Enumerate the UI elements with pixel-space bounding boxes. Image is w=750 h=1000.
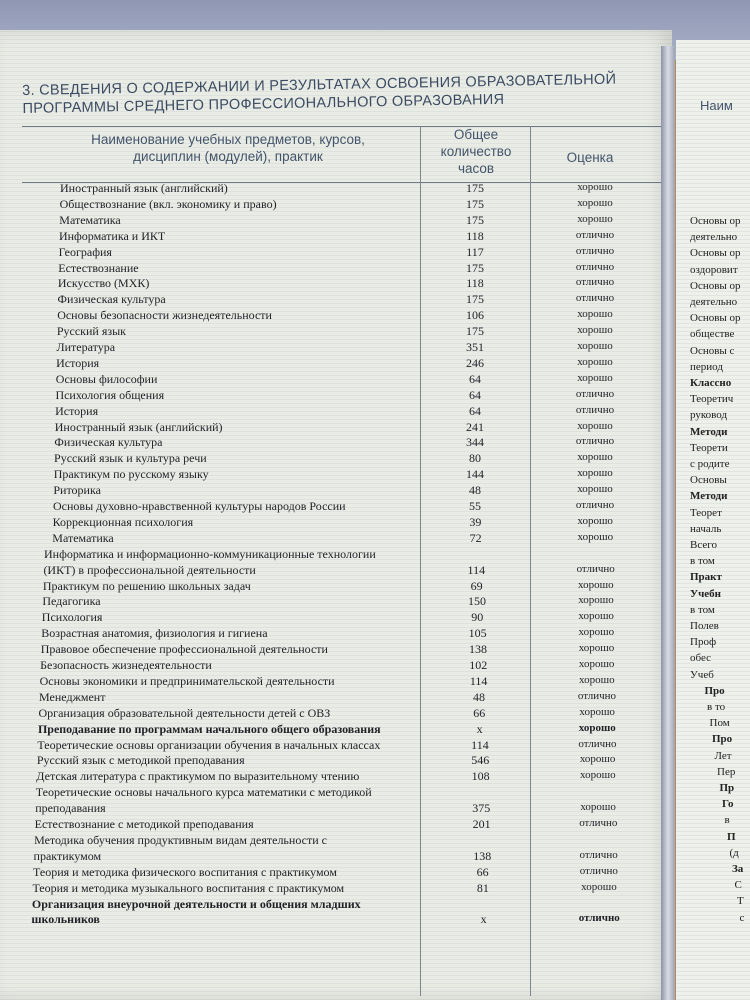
- hours-value: 175: [466, 212, 484, 227]
- subject-name: Психология: [41, 610, 103, 625]
- subject-name: Теоретические основы начального курса математики с методикой: [35, 785, 372, 800]
- hours-value: 69: [470, 578, 483, 593]
- grade-value: хорошо: [577, 419, 613, 432]
- grade-value: отлично: [575, 292, 615, 305]
- right-page-line: Пом: [709, 717, 730, 730]
- right-page-line: период: [690, 360, 723, 373]
- subject-name: Теоретические основы организации обучения в начальных классах: [37, 737, 381, 752]
- title-line-1: 3. СВЕДЕНИЯ О СОДЕРЖАНИИ И РЕЗУЛЬТАТАХ ОСВОЕНИЯ ОБРАЗОВАТЕЛЬНОЙ: [22, 71, 617, 99]
- bookmark-ribbon: [661, 46, 675, 1000]
- hours-value: 114: [469, 673, 488, 688]
- right-page-line: руковод: [690, 409, 728, 422]
- grade-value: хорошо: [578, 642, 615, 655]
- subject-name: Практикум по решению школьных задач: [42, 578, 251, 593]
- subject-name: Основы философии: [55, 371, 158, 386]
- subject-name: Иностранный язык (английский): [60, 181, 228, 195]
- subject-name: Риторика: [53, 483, 101, 498]
- hours-value: 546: [471, 753, 490, 768]
- subject-name: География: [58, 244, 112, 259]
- hours-value: 246: [466, 355, 484, 370]
- grade-value: хорошо: [577, 530, 614, 543]
- subject-name: Естествознание с методикой преподавания: [34, 817, 254, 831]
- hours-value: 201: [472, 817, 491, 831]
- right-page-line: Пер: [717, 765, 736, 778]
- grade-value: хорошо: [577, 451, 613, 464]
- hours-value: 175: [466, 196, 484, 211]
- hours-value: 39: [469, 514, 482, 529]
- subject-name: Обществознание (вкл. экономику и право): [59, 196, 277, 211]
- subject-name: преподавания: [35, 801, 106, 816]
- subject-name: Информатика и информационно-коммуникационные технологии: [44, 546, 376, 561]
- hours-value: 64: [469, 371, 481, 386]
- right-page-line: Основы ор: [690, 312, 741, 325]
- grade-value: хорошо: [577, 483, 613, 496]
- subject-name: Коррекционная психология: [52, 514, 194, 529]
- grade-value: отлично: [576, 562, 615, 575]
- grade-value: отлично: [579, 817, 618, 829]
- right-page-line: (д: [729, 846, 739, 859]
- right-page-line: Лет: [714, 749, 732, 762]
- right-page-line: Проф: [690, 636, 717, 649]
- right-page-line: Методи: [690, 425, 728, 438]
- hours-value: 64: [469, 403, 481, 418]
- column-header-subject: Наименование учебных предметов, курсов, дисциплин (модулей), практик: [91, 132, 365, 164]
- grade-value: отлично: [577, 689, 617, 702]
- grade-value: отлично: [575, 260, 615, 273]
- subject-name: Основы духовно-нравственной культуры народов России: [53, 499, 346, 513]
- right-page-line: Всего: [690, 539, 717, 551]
- hours-value: 114: [467, 562, 486, 577]
- grade-value: хорошо: [578, 721, 616, 734]
- subject-name: Математика: [52, 530, 114, 545]
- subject-name: Русский язык с методикой преподавания: [36, 753, 245, 768]
- hours-value: 375: [472, 801, 491, 816]
- subject-name: Преподавание по программам начального общего образования: [37, 721, 381, 736]
- right-page-line: в том: [690, 603, 715, 616]
- subject-name: Основы экономики и предпринимательской деятельности: [39, 673, 335, 688]
- grade-value: отлично: [575, 403, 615, 416]
- grade-value: хорошо: [579, 705, 615, 718]
- right-page-line: обществе: [690, 328, 735, 341]
- grade-value: отлично: [578, 737, 617, 750]
- subject-name: Правовое обеспечение профессиональной деятельности: [40, 642, 328, 657]
- right-page-line: Классно: [690, 377, 732, 389]
- title-line-2: ПРОГРАММЫ СРЕДНЕГО ПРОФЕССИОНАЛЬНОГО ОБРАЗОВАНИЯ: [22, 91, 505, 117]
- subject-name: школьников: [31, 912, 100, 927]
- right-page-line: в то: [707, 701, 726, 713]
- grade-value: отлично: [575, 499, 615, 511]
- right-page-line: в том: [690, 555, 715, 568]
- grade-value: отлично: [575, 276, 615, 289]
- right-page-line: Основы: [690, 474, 727, 487]
- grade-value: хорошо: [580, 769, 616, 782]
- hours-value: 66: [476, 864, 489, 879]
- subject-name: Иностранный язык (английский): [54, 419, 223, 434]
- subject-name: Основы безопасности жизнедеятельности: [57, 308, 272, 323]
- right-page-line: Основы ор: [690, 215, 741, 227]
- hours-value: 64: [469, 387, 481, 402]
- right-page-line: Учебн: [690, 587, 721, 600]
- right-page-line: Т: [737, 895, 744, 908]
- right-page-line: С: [734, 879, 742, 892]
- grade-value: хорошо: [579, 673, 615, 686]
- grade-value: хорошо: [577, 514, 613, 527]
- hours-value: 66: [473, 705, 486, 720]
- grade-value: отлично: [575, 387, 615, 400]
- hours-value: 114: [471, 737, 489, 752]
- hours-value: 72: [469, 530, 482, 545]
- hours-value: 117: [466, 244, 484, 259]
- right-page-line: Полев: [690, 620, 719, 632]
- subject-name: Организация образовательной деятельности детей с ОВЗ: [38, 705, 331, 720]
- grade-value: хорошо: [581, 880, 617, 893]
- hours-value: 81: [476, 880, 489, 895]
- subject-name: Методика обучения продуктивным видам деятельности с: [34, 832, 327, 847]
- subject-name: Информатика и ИКТ: [58, 228, 166, 243]
- hours-value: 106: [466, 308, 484, 323]
- right-page-line: За: [732, 863, 744, 875]
- subject-name: Искусство (МХК): [57, 276, 150, 291]
- grade-value: хорошо: [577, 371, 613, 384]
- right-page-line: Го: [722, 798, 734, 811]
- subject-name: Естествознание: [58, 260, 139, 275]
- hours-value: 48: [472, 689, 485, 704]
- hours-value: х: [480, 912, 487, 927]
- right-page-line: Про: [704, 684, 725, 697]
- subject-name: Русский язык: [56, 324, 126, 339]
- right-page-line: Основы с: [690, 344, 735, 357]
- right-page-line: Основы ор: [690, 247, 741, 260]
- column-header-grade: Оценка: [566, 150, 614, 165]
- grade-value: отлично: [579, 864, 618, 877]
- subject-name: Литература: [56, 340, 116, 354]
- subject-name: Психология общения: [55, 387, 165, 402]
- hours-value: 48: [469, 483, 481, 498]
- hours-value: 175: [466, 292, 484, 307]
- grade-value: отлично: [575, 228, 615, 241]
- right-page-line: Про: [712, 733, 733, 746]
- hours-value: х: [476, 721, 483, 736]
- subject-name: Практикум по русскому языку: [53, 467, 209, 482]
- right-page-line: деятельно: [690, 231, 738, 244]
- right-page-line: с: [739, 911, 745, 924]
- hours-value: 118: [466, 228, 484, 243]
- grade-value: хорошо: [578, 594, 614, 607]
- hours-value: 108: [471, 769, 490, 784]
- right-page-line: Основы ор: [690, 279, 741, 292]
- right-page-line: оздоровит: [690, 263, 738, 276]
- hours-value: 344: [466, 435, 484, 450]
- right-page-line: обес: [690, 652, 711, 665]
- hours-value: 175: [466, 324, 484, 339]
- hours-value: 144: [466, 467, 484, 482]
- right-page-line: Учеб: [690, 668, 714, 681]
- grade-value: хорошо: [577, 196, 613, 209]
- hours-value: 55: [469, 499, 481, 513]
- grade-value: хорошо: [578, 658, 615, 670]
- grade-value: хорошо: [577, 324, 613, 337]
- grade-value: хорошо: [578, 610, 614, 623]
- hours-value: 175: [466, 181, 484, 195]
- hours-value: 102: [469, 658, 488, 672]
- right-page-line: Пр: [719, 782, 735, 794]
- subject-name: Организация внеурочной деятельности и общения младших: [31, 896, 361, 911]
- right-page-line: Практ: [690, 571, 722, 584]
- hours-value: 138: [473, 848, 492, 863]
- hours-value: 105: [468, 626, 487, 641]
- subject-name: Физическая культура: [57, 292, 166, 307]
- subject-name: Детская литература с практикумом по выразительному чтению: [36, 769, 360, 784]
- hours-value: 351: [466, 340, 484, 354]
- subject-name: практикумом: [33, 848, 102, 863]
- right-page-line: Теорет: [690, 506, 722, 519]
- subject-name: История: [55, 403, 99, 418]
- subject-name: Физическая культура: [54, 435, 163, 450]
- hours-value: 138: [468, 642, 487, 657]
- grade-value: хорошо: [578, 578, 614, 591]
- subject-name: Безопасность жизнедеятельности: [40, 658, 212, 672]
- right-page-line: Теоретич: [690, 393, 734, 406]
- subject-name: Теория и методика музыкального воспитания с практикумом: [32, 880, 345, 895]
- hours-value: 175: [466, 260, 484, 275]
- grade-value: хорошо: [577, 308, 613, 321]
- grade-value: хорошо: [577, 355, 613, 368]
- subject-name: Русский язык и культура речи: [54, 451, 207, 466]
- grade-value: хорошо: [577, 212, 613, 225]
- subject-name: Педагогика: [42, 594, 101, 609]
- right-page-line: деятельно: [690, 296, 738, 308]
- column-header-hours: Общее количество часов: [440, 127, 512, 176]
- subject-name: Менеджмент: [39, 689, 106, 704]
- right-page-header: Наим: [700, 98, 733, 113]
- hours-value: 80: [469, 451, 481, 466]
- subject-name: Возрастная анатомия, физиология и гигиена: [41, 626, 268, 641]
- grade-value: хорошо: [577, 181, 613, 193]
- grade-value: хорошо: [580, 801, 616, 814]
- subject-name: Математика: [59, 212, 121, 227]
- grade-value: отлично: [579, 848, 618, 861]
- grade-value: хорошо: [579, 753, 616, 766]
- grade-value: хорошо: [578, 626, 615, 639]
- right-page-line: в: [724, 814, 730, 827]
- right-page-line: началь: [690, 522, 722, 535]
- right-page: [676, 40, 750, 1000]
- hours-value: 90: [471, 610, 484, 625]
- subject-name: (ИКТ) в профессиональной деятельности: [43, 562, 256, 577]
- subject-name: Теория и методика физического воспитания с практикумом: [33, 864, 337, 879]
- right-page-line: Теорети: [690, 441, 728, 454]
- right-page-line: П: [727, 830, 736, 843]
- grade-value: отлично: [575, 244, 615, 257]
- subject-name: История: [56, 355, 100, 370]
- grade-value: хорошо: [577, 340, 613, 352]
- right-page-line: с родите: [690, 458, 730, 470]
- right-page-line: Методи: [690, 490, 728, 503]
- hours-value: 150: [467, 594, 486, 609]
- hours-value: 241: [466, 419, 484, 434]
- hours-value: 118: [466, 276, 484, 291]
- grade-value: отлично: [578, 912, 620, 925]
- grade-value: отлично: [575, 435, 615, 448]
- grade-value: хорошо: [577, 467, 613, 480]
